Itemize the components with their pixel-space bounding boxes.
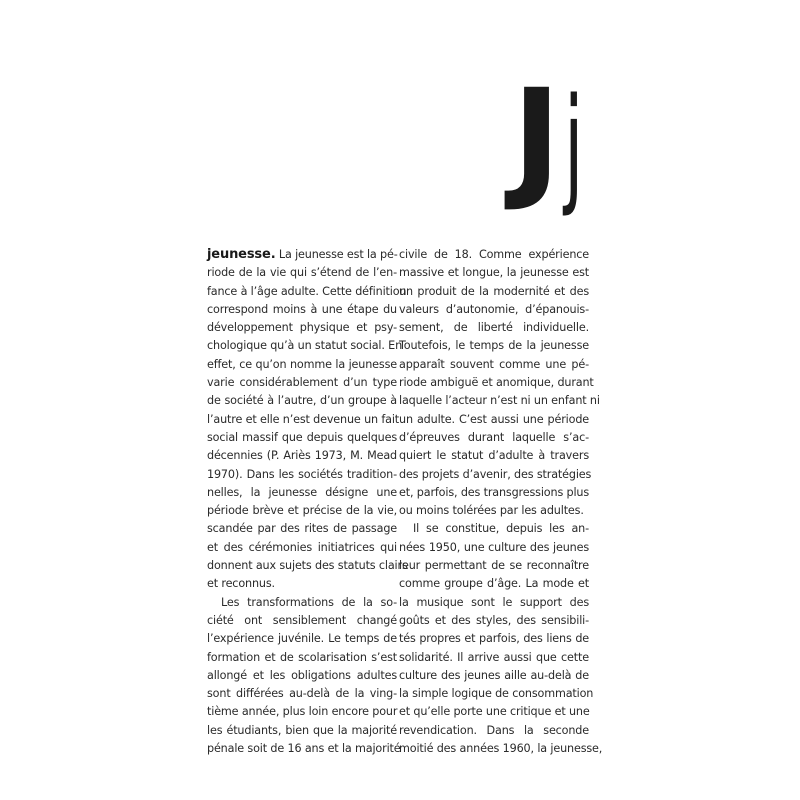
text-line: fance à l’âge adulte. Cette définition [207, 284, 407, 298]
text-line: la simple logique de consommation [399, 687, 594, 701]
text-line: solidarité. Il arrive aussi que cette [399, 650, 589, 664]
text-line: sement, de liberté individuelle. [399, 321, 589, 335]
text-line: leur permettant de se reconnaître [399, 559, 589, 573]
text-line: sont différées au-delà de la ving- [207, 687, 397, 701]
text-line: l’expérience juvénile. Le temps de [207, 632, 397, 646]
text-line: des projets d’avenir, des stratégies [399, 467, 592, 481]
paragraph-start-line: Il se constitue, depuis les an- [413, 522, 589, 536]
text-line: moitié des années 1960, la jeunesse, [399, 742, 603, 756]
section-letter-heading [512, 61, 622, 222]
text-line: riode de la vie qui s’étend de l’en- [207, 266, 397, 280]
text-line: d’épreuves durant laquelle s’ac- [399, 430, 589, 444]
paragraph-end-line: ou moins tolérées par les adultes. [399, 504, 584, 518]
text-line: laquelle l’acteur n’est ni un enfant ni [399, 394, 600, 408]
entry-headword: jeunesse [207, 247, 271, 262]
text-line: décennies (P. Ariès 1973, M. Mead [207, 449, 397, 463]
entry-first-line-text: La jeunesse est la pé- [275, 248, 398, 261]
text-line: ciété ont sensiblement changé [207, 613, 397, 627]
text-line: massive et longue, la jeunesse est [399, 266, 589, 280]
section-letter-lower: j [564, 71, 584, 220]
text-line: civile de 18. Comme expérience [399, 248, 589, 261]
text-line: tés propres et parfois, des liens de [399, 632, 589, 646]
entry-headword-punct: . [270, 247, 276, 262]
section-letter-upper: J [512, 61, 558, 215]
text-line: 1970). Dans les sociétés tradition- [207, 467, 397, 481]
text-line: social massif que depuis quelques [207, 430, 397, 444]
text-line: apparaît souvent comme une pé- [399, 357, 589, 371]
text-line: et, parfois, des transgressions plus [399, 485, 590, 499]
text-line: Toutefois, le temps de la jeunesse [399, 339, 589, 353]
text-line: chologique qu’à un statut social. En [207, 339, 403, 353]
text-line: les étudiants, bien que la majorité [207, 723, 397, 737]
text-line: développement physique et psy- [207, 321, 397, 335]
text-line: la musique sont le support des [399, 595, 589, 609]
text-line: riode ambiguë et anomique, durant [399, 376, 594, 390]
text-line: nelles, la jeunesse désigne une [207, 485, 397, 499]
text-line: correspond moins à une étape du [207, 302, 397, 316]
text-line: pénale soit de 16 ans et la majorité [207, 742, 401, 756]
text-line: effet, ce qu’on nomme la jeunesse [207, 357, 397, 371]
text-line: un adulte. C’est aussi une période [399, 412, 589, 426]
text-line: revendication. Dans la seconde [399, 723, 589, 737]
text-line: valeurs d’autonomie, d’épanouis- [399, 302, 589, 316]
text-line: quiert le statut d’adulte à travers [399, 449, 589, 463]
text-line: comme groupe d’âge. La mode et [399, 577, 589, 591]
text-line: goûts et des styles, des sensibili- [399, 613, 589, 627]
paragraph-end-line: et reconnus. [207, 577, 275, 591]
text-line: varie considérablement d’un type [207, 376, 397, 390]
text-line: donnent aux sujets des statuts clairs [207, 559, 408, 573]
paragraph-start-line: Les transformations de la so- [221, 595, 397, 609]
text-line: de société à l’autre, d’un groupe à [207, 394, 397, 408]
right-text-column [399, 246, 603, 758]
text-line: et qu’elle porte une critique et une [399, 705, 590, 719]
text-line: culture des jeunes aille au-delà de [399, 668, 589, 682]
text-line: formation et de scolarisation s’est [207, 650, 397, 664]
text-line: allongé et les obligations adultes [207, 668, 397, 682]
text-line: l’autre et elle n’est devenue un fait [207, 412, 400, 426]
left-text-column [207, 246, 408, 758]
entry-first-line [207, 246, 397, 264]
text-line: et des cérémonies initiatrices qui [207, 540, 397, 554]
text-line: scandée par des rites de passage [207, 522, 397, 536]
text-line: tième année, plus loin encore pour [207, 705, 398, 719]
text-line: nées 1950, une culture des jeunes [399, 540, 589, 554]
text-line: période brève et précise de la vie, [207, 504, 397, 518]
text-line: un produit de la modernité et des [399, 284, 589, 298]
